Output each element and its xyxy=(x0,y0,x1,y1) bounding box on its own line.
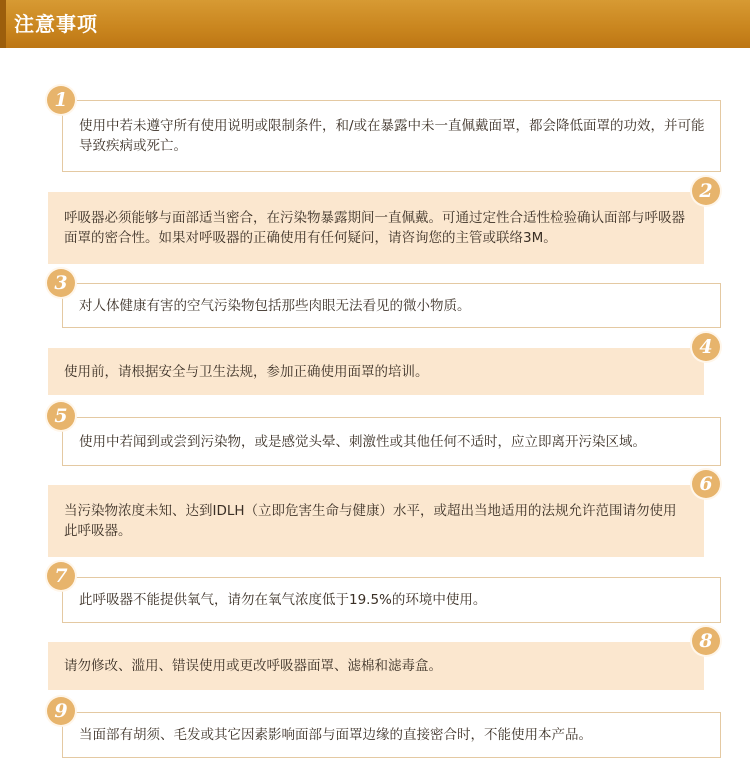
notice-item-7 xyxy=(62,577,721,623)
notice-item-4 xyxy=(48,348,704,395)
notice-item-5 xyxy=(62,417,721,466)
notice-item-8 xyxy=(48,642,704,690)
notice-text-3: 对人体健康有害的空气污染物包括那些肉眼无法看见的微小物质。 xyxy=(79,297,471,314)
page-title: 注意事项 xyxy=(14,12,98,36)
notice-item-6 xyxy=(48,485,704,557)
number-badge-3: 3 xyxy=(47,269,75,297)
notice-text-4: 使用前，请根据安全与卫生法规，参加正确使用面罩的培训。 xyxy=(64,363,429,380)
notice-text-1: 使用中若未遵守所有使用说明或限制条件，和/或在暴露中未一直佩戴面罩，都会降低面罩的功效，并可能导致疾病或死亡。 xyxy=(79,118,705,154)
notice-item-1 xyxy=(62,100,721,172)
number-badge-8: 8 xyxy=(692,627,720,655)
number-badge-1: 1 xyxy=(47,86,75,114)
number-badge-7: 7 xyxy=(47,562,75,590)
notice-text-2: 呼吸器必须能够与面部适当密合，在污染物暴露期间一直佩戴。可通过定性合适性检验确认面部与呼吸器面罩的密合性。如果对呼吸器的正确使用有任何疑问，请咨询您的主管或联络3M。 xyxy=(64,210,685,246)
number-badge-4: 4 xyxy=(692,333,720,361)
number-badge-5: 5 xyxy=(47,402,75,430)
notice-text-7: 此呼吸器不能提供氧气，请勿在氧气浓度低于19.5%的环境中使用。 xyxy=(79,592,487,608)
header-accent xyxy=(0,0,6,48)
notice-item-9 xyxy=(62,712,721,758)
header-bar xyxy=(0,0,750,48)
number-badge-9: 9 xyxy=(47,697,75,725)
notice-text-8: 请勿修改、滥用、错误使用或更改呼吸器面罩、滤棉和滤毒盒。 xyxy=(64,658,442,674)
notice-text-6: 当污染物浓度未知、达到IDLH（立即危害生命与健康）水平，或超出当地适用的法规允许范围请勿使用此呼吸器。 xyxy=(64,503,677,539)
notice-text-9: 当面部有胡须、毛发或其它因素影响面部与面罩边缘的直接密合时，不能使用本产品。 xyxy=(79,727,592,743)
notice-item-2 xyxy=(48,192,704,264)
notice-item-3 xyxy=(62,283,721,328)
number-badge-6: 6 xyxy=(692,470,720,498)
notice-text-5: 使用中若闻到或尝到污染物，或是感觉头晕、刺激性或其他任何不适时，应立即离开污染区域。 xyxy=(79,433,646,450)
number-badge-2: 2 xyxy=(692,177,720,205)
